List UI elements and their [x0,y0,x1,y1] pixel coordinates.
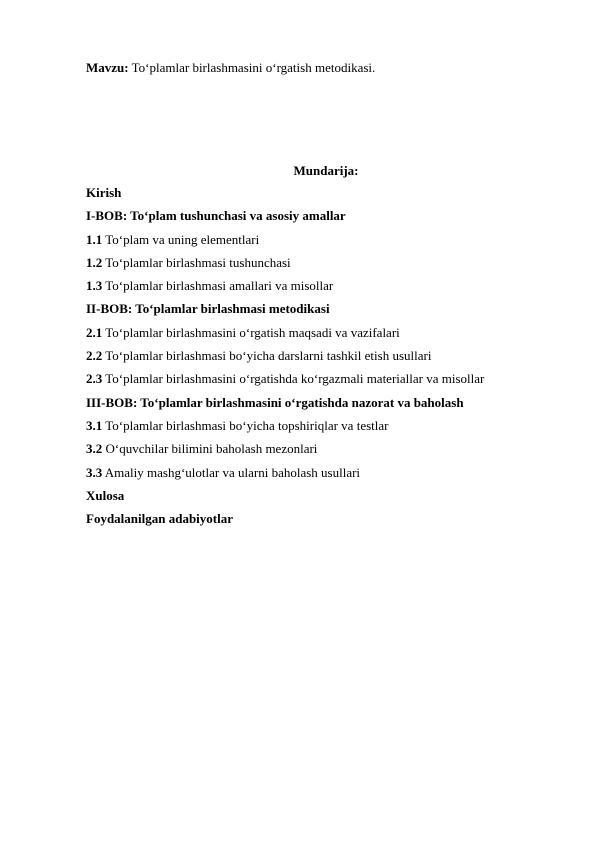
toc-entry-number: 3.1 [86,417,103,433]
toc-heading-text: III-BOB: To‘plamlar birlashmasini o‘rgatishda nazorat va baholash [86,394,464,410]
toc-entry [86,418,484,441]
toc-heading-text: Kirish [86,185,122,200]
toc-entry-number: 3.3 [86,464,103,480]
topic-label: Mavzu: [86,60,129,75]
toc-heading-text: II-BOB: To‘plamlar birlashmasi metodikasi [86,301,330,317]
toc-entry-text: To‘plamlar birlashmasi bo‘yicha topshiriqlar va testlar [102,417,389,433]
toc-entry [86,348,484,371]
toc-title: Mundarija: [293,163,359,178]
toc-entry-number: 2.3 [86,371,103,387]
toc-entry [86,255,484,278]
toc-entry-text: To‘plamlar birlashmasini o‘rgatishda ko‘rgazmali materiallar va misollar [102,371,485,387]
toc-heading-text: Xulosa [86,487,125,503]
toc-entry-number: 1.3 [86,278,103,294]
toc-entry [86,208,484,231]
toc-entry-number: 1.1 [86,231,103,247]
topic-text: To‘plamlar birlashmasini o‘rgatish metodikasi. [128,60,376,75]
toc-entry-text: To‘plamlar birlashmasi amallari va misollar [102,278,334,294]
toc-entry-number: 2.2 [86,348,103,364]
toc-entry-text: Amaliy mashg‘ulotlar va ularni baholash usullari [102,464,361,480]
toc-entry [86,441,484,464]
toc-entry-text: To‘plamlar birlashmasi tushunchasi [102,254,291,270]
toc-entry [86,278,484,301]
topic-line [86,60,375,76]
toc-entry-text: To‘plam va uning elementlari [102,231,260,247]
toc-entry-number: 2.1 [86,324,103,340]
toc-entry [86,185,484,208]
toc-heading-text: I-BOB: To‘plam tushunchasi va asosiy amallar [86,208,346,224]
toc-entry [86,371,484,394]
toc-entry-number: 1.2 [86,254,103,270]
toc-entry-text: O‘quvchilar bilimini baholash mezonlari [102,441,318,457]
toc-entry-text: To‘plamlar birlashmasini o‘rgatish maqsadi va vazifalari [102,324,400,340]
toc-entry [86,395,484,418]
toc-entry [86,232,484,255]
toc-entry-number: 3.2 [86,441,103,457]
toc-entry-text: To‘plamlar birlashmasi bo‘yicha darslarni tashkil etish usullari [102,348,432,364]
toc-entry [86,465,484,488]
table-of-contents [86,185,484,534]
toc-entry [86,511,484,534]
toc-entry [86,325,484,348]
toc-entry [86,301,484,324]
toc-heading-text: Foydalanilgan adabiyotlar [86,511,233,527]
toc-entry [86,488,484,511]
